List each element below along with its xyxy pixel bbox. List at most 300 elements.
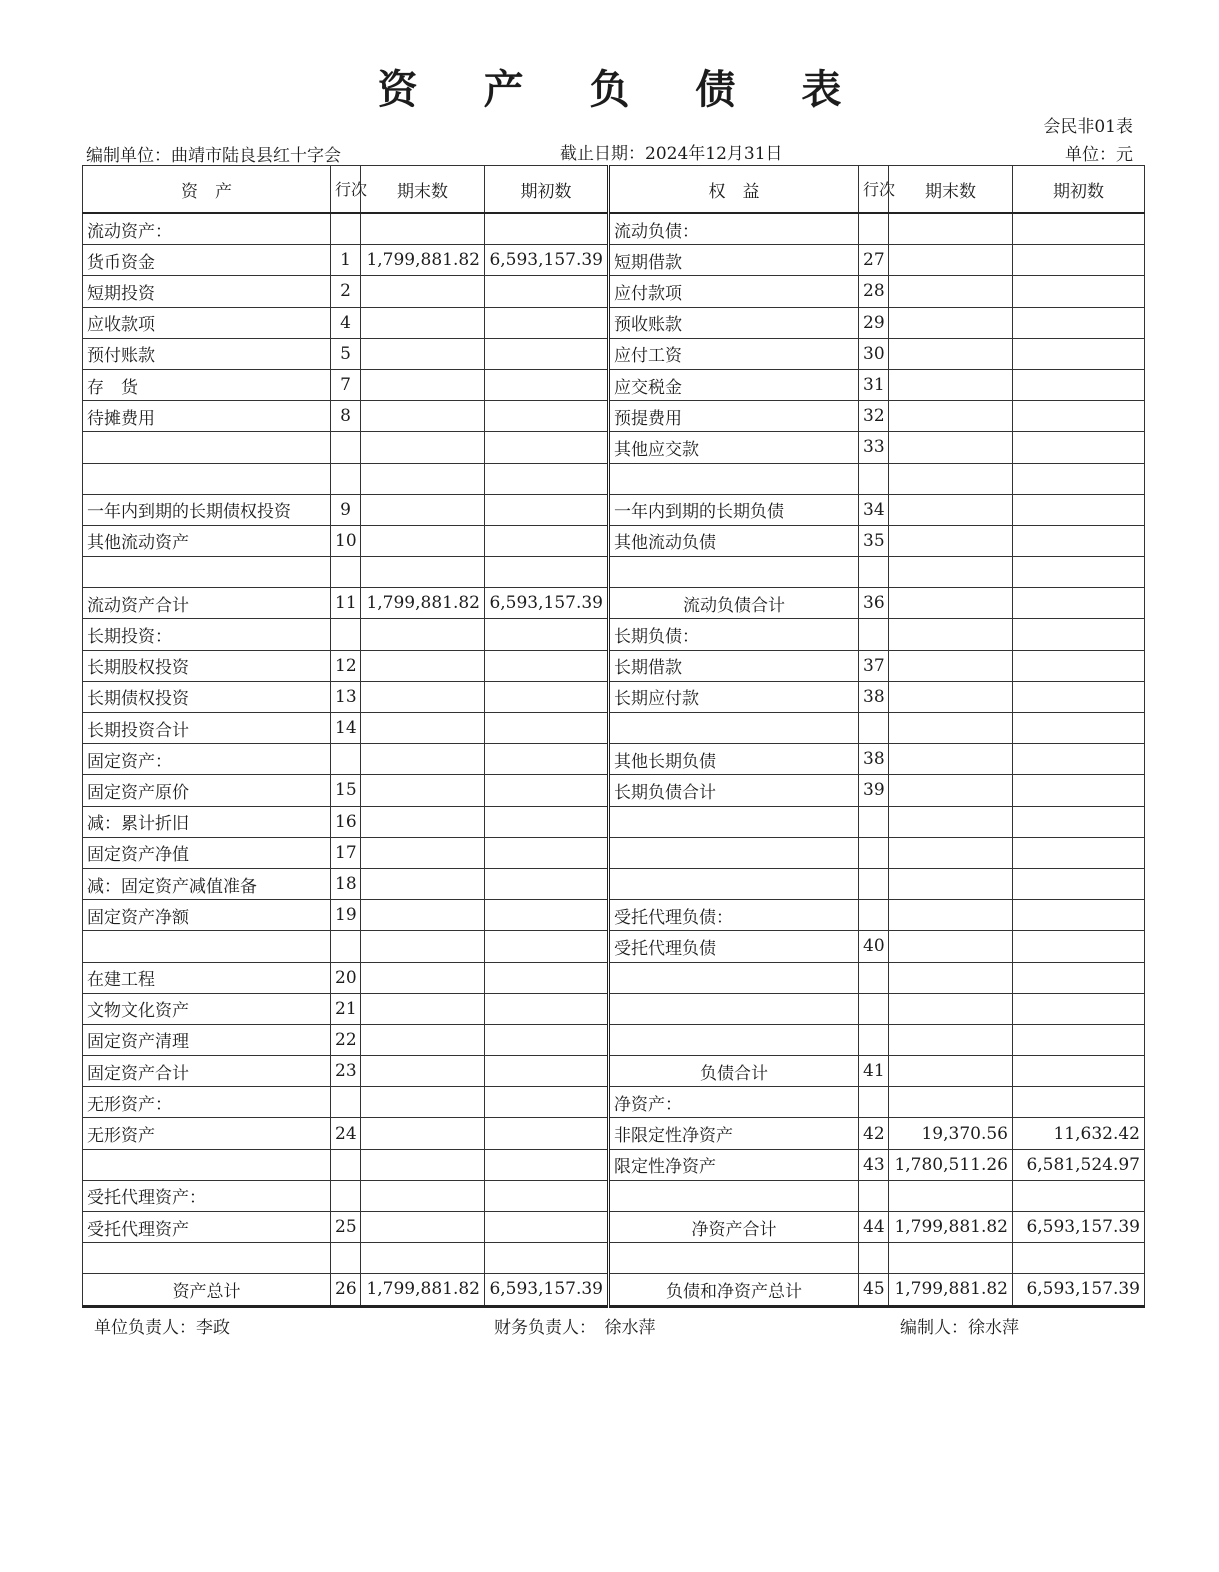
asset-line-no: 1: [331, 245, 361, 276]
equity-line-no: [859, 463, 889, 494]
equity-begin-value: [1013, 681, 1145, 712]
asset-line-no: 8: [331, 401, 361, 432]
equity-begin-value: [1013, 1243, 1145, 1274]
equity-label: 其他流动负债: [609, 525, 859, 556]
header-equity: 权 益: [609, 166, 859, 214]
asset-end-value: [361, 369, 485, 400]
asset-label: 受托代理资产: [83, 1212, 331, 1243]
equity-begin-value: [1013, 650, 1145, 681]
asset-line-no: 9: [331, 494, 361, 525]
asset-line-no: 19: [331, 900, 361, 931]
asset-label: 固定资产净额: [83, 900, 331, 931]
asset-end-value: [361, 557, 485, 588]
equity-begin-value: [1013, 806, 1145, 837]
equity-begin-value: 6,581,524.97: [1013, 1149, 1145, 1180]
asset-end-value: [361, 681, 485, 712]
table-row: [83, 432, 1145, 463]
asset-label: 无形资产：: [83, 1087, 331, 1118]
equity-begin-value: [1013, 307, 1145, 338]
asset-label: 其他流动资产: [83, 525, 331, 556]
asset-begin-value: [485, 307, 609, 338]
asset-begin-value: [485, 463, 609, 494]
equity-end-value: [889, 588, 1013, 619]
equity-end-value: [889, 1087, 1013, 1118]
equity-line-no: [859, 1243, 889, 1274]
table-row: [83, 307, 1145, 338]
equity-begin-value: [1013, 868, 1145, 899]
equity-label: 其他应交款: [609, 432, 859, 463]
equity-line-no: 29: [859, 307, 889, 338]
asset-line-no: 15: [331, 775, 361, 806]
equity-line-no: 42: [859, 1118, 889, 1149]
asset-label: 减：累计折旧: [83, 806, 331, 837]
equity-line-no: 39: [859, 775, 889, 806]
equity-end-value: [889, 1056, 1013, 1087]
equity-begin-value: [1013, 276, 1145, 307]
asset-label: 存 货: [83, 369, 331, 400]
table-row: [83, 557, 1145, 588]
equity-end-value: [889, 931, 1013, 962]
table-row: [83, 713, 1145, 744]
asset-begin-value: 6,593,157.39: [485, 245, 609, 276]
table-row: [83, 900, 1145, 931]
asset-begin-value: [485, 525, 609, 556]
equity-end-value: [889, 1243, 1013, 1274]
asset-end-value: [361, 213, 485, 245]
asset-end-value: [361, 775, 485, 806]
equity-label: [609, 463, 859, 494]
asset-label: [83, 1243, 331, 1274]
equity-begin-value: [1013, 401, 1145, 432]
asset-begin-value: [485, 1056, 609, 1087]
asset-begin-value: [485, 744, 609, 775]
asset-begin-value: [485, 1212, 609, 1243]
asset-line-no: [331, 1243, 361, 1274]
equity-label: 受托代理负债: [609, 931, 859, 962]
equity-label: 应交税金: [609, 369, 859, 400]
asset-end-value: [361, 525, 485, 556]
table-row: [83, 1024, 1145, 1055]
equity-line-no: 38: [859, 681, 889, 712]
header-begin-2: 期初数: [1013, 166, 1145, 214]
asset-line-no: 20: [331, 962, 361, 993]
equity-begin-value: [1013, 213, 1145, 245]
asset-end-value: [361, 713, 485, 744]
equity-end-value: [889, 713, 1013, 744]
equity-begin-value: [1013, 463, 1145, 494]
equity-label: 长期负债合计: [609, 775, 859, 806]
equity-begin-value: [1013, 245, 1145, 276]
asset-line-no: 10: [331, 525, 361, 556]
equity-line-no: [859, 1087, 889, 1118]
asset-begin-value: [485, 713, 609, 744]
asset-end-value: [361, 962, 485, 993]
asset-end-value: [361, 900, 485, 931]
equity-label: [609, 993, 859, 1024]
equity-begin-value: [1013, 775, 1145, 806]
equity-end-value: [889, 806, 1013, 837]
asset-end-value: [361, 432, 485, 463]
table-row: [83, 619, 1145, 650]
table-row: [83, 245, 1145, 276]
asset-end-value: [361, 307, 485, 338]
equity-end-value: [889, 1180, 1013, 1211]
equity-line-no: [859, 619, 889, 650]
footer-preparer: 编制人：徐水萍: [900, 1318, 1019, 1338]
equity-label: [609, 837, 859, 868]
equity-end-value: [889, 276, 1013, 307]
equity-label: 长期借款: [609, 650, 859, 681]
equity-begin-value: [1013, 432, 1145, 463]
equity-begin-value: [1013, 713, 1145, 744]
equity-label: [609, 1180, 859, 1211]
asset-label: 固定资产净值: [83, 837, 331, 868]
equity-line-no: 31: [859, 369, 889, 400]
asset-label: 货币资金: [83, 245, 331, 276]
asset-label: [83, 557, 331, 588]
equity-end-value: [889, 775, 1013, 806]
asset-begin-value: [485, 1180, 609, 1211]
equity-line-no: [859, 962, 889, 993]
asset-label: 长期投资合计: [83, 713, 331, 744]
equity-label: 负债合计: [609, 1056, 859, 1087]
equity-label: [609, 806, 859, 837]
equity-end-value: [889, 401, 1013, 432]
asset-label: [83, 432, 331, 463]
asset-begin-value: [485, 1087, 609, 1118]
equity-label: 限定性净资产: [609, 1149, 859, 1180]
asset-label: 长期债权投资: [83, 681, 331, 712]
equity-begin-value: [1013, 1056, 1145, 1087]
equity-label: 非限定性净资产: [609, 1118, 859, 1149]
asset-line-no: [331, 557, 361, 588]
asset-begin-value: [485, 993, 609, 1024]
equity-label: 负债和净资产总计: [609, 1274, 859, 1306]
equity-end-value: [889, 744, 1013, 775]
asset-end-value: [361, 338, 485, 369]
asset-label: 一年内到期的长期债权投资: [83, 494, 331, 525]
asset-label: 受托代理资产：: [83, 1180, 331, 1211]
cutoff-date: 截止日期：2024年12月31日: [560, 144, 783, 164]
table-row: [83, 1212, 1145, 1243]
equity-end-value: [889, 245, 1013, 276]
table-row: [83, 494, 1145, 525]
asset-end-value: [361, 463, 485, 494]
table-row: [83, 868, 1145, 899]
asset-end-value: [361, 931, 485, 962]
table-row: [83, 369, 1145, 400]
asset-line-no: [331, 744, 361, 775]
asset-line-no: 14: [331, 713, 361, 744]
equity-label: 受托代理负债：: [609, 900, 859, 931]
asset-line-no: [331, 1149, 361, 1180]
equity-end-value: 19,370.56: [889, 1118, 1013, 1149]
asset-label: 无形资产: [83, 1118, 331, 1149]
asset-label: 固定资产：: [83, 744, 331, 775]
table-row: [83, 463, 1145, 494]
asset-line-no: 23: [331, 1056, 361, 1087]
equity-end-value: [889, 1024, 1013, 1055]
equity-label: 一年内到期的长期负债: [609, 494, 859, 525]
asset-label: 文物文化资产: [83, 993, 331, 1024]
equity-line-no: [859, 213, 889, 245]
table-row: [83, 962, 1145, 993]
equity-label: 流动负债合计: [609, 588, 859, 619]
asset-end-value: [361, 993, 485, 1024]
equity-end-value: [889, 432, 1013, 463]
equity-label: 流动负债：: [609, 213, 859, 245]
equity-label: 应付款项: [609, 276, 859, 307]
asset-line-no: 5: [331, 338, 361, 369]
table-row: [83, 993, 1145, 1024]
header-line: 行次: [331, 166, 361, 214]
equity-begin-value: [1013, 1180, 1145, 1211]
equity-label: [609, 557, 859, 588]
asset-line-no: [331, 1180, 361, 1211]
table-row: [83, 1274, 1145, 1306]
equity-end-value: [889, 525, 1013, 556]
equity-line-no: 37: [859, 650, 889, 681]
asset-line-no: 17: [331, 837, 361, 868]
table-row: [83, 775, 1145, 806]
asset-begin-value: [485, 931, 609, 962]
equity-begin-value: 6,593,157.39: [1013, 1274, 1145, 1306]
header-end: 期末数: [361, 166, 485, 214]
equity-begin-value: [1013, 525, 1145, 556]
table-row: [83, 276, 1145, 307]
equity-label: 预提费用: [609, 401, 859, 432]
equity-label: 应付工资: [609, 338, 859, 369]
equity-label: 长期应付款: [609, 681, 859, 712]
asset-label: 固定资产清理: [83, 1024, 331, 1055]
equity-label: [609, 868, 859, 899]
equity-line-no: 35: [859, 525, 889, 556]
asset-end-value: [361, 1212, 485, 1243]
asset-end-value: [361, 837, 485, 868]
equity-line-no: [859, 993, 889, 1024]
equity-line-no: 36: [859, 588, 889, 619]
equity-line-no: 41: [859, 1056, 889, 1087]
table-row: [83, 1118, 1145, 1149]
header-assets: 资 产: [83, 166, 331, 214]
asset-end-value: [361, 1087, 485, 1118]
equity-end-value: [889, 463, 1013, 494]
asset-begin-value: [485, 369, 609, 400]
equity-line-no: [859, 1180, 889, 1211]
asset-label: 长期股权投资: [83, 650, 331, 681]
table-row: [83, 837, 1145, 868]
asset-line-no: [331, 1087, 361, 1118]
equity-line-no: 45: [859, 1274, 889, 1306]
asset-begin-value: [485, 681, 609, 712]
asset-end-value: [361, 744, 485, 775]
page-title: 资 产 负 债 表: [377, 66, 868, 113]
asset-end-value: [361, 806, 485, 837]
equity-label: 净资产：: [609, 1087, 859, 1118]
asset-line-no: 4: [331, 307, 361, 338]
asset-label: 预付账款: [83, 338, 331, 369]
table-row: [83, 1243, 1145, 1274]
asset-begin-value: [485, 837, 609, 868]
asset-begin-value: [485, 557, 609, 588]
equity-label: 预收账款: [609, 307, 859, 338]
asset-line-no: 18: [331, 868, 361, 899]
asset-end-value: [361, 276, 485, 307]
equity-begin-value: [1013, 557, 1145, 588]
asset-line-no: 11: [331, 588, 361, 619]
asset-begin-value: [485, 962, 609, 993]
table-row: [83, 338, 1145, 369]
equity-end-value: [889, 962, 1013, 993]
equity-begin-value: [1013, 900, 1145, 931]
equity-end-value: [889, 681, 1013, 712]
asset-line-no: 12: [331, 650, 361, 681]
table-row: [83, 525, 1145, 556]
asset-label: 在建工程: [83, 962, 331, 993]
equity-line-no: [859, 1024, 889, 1055]
asset-begin-value: [485, 338, 609, 369]
balance-sheet-table: [82, 165, 1145, 1308]
header-line-2: 行次: [859, 166, 889, 214]
table-row: [83, 806, 1145, 837]
asset-begin-value: [485, 775, 609, 806]
asset-begin-value: [485, 900, 609, 931]
equity-end-value: [889, 307, 1013, 338]
equity-end-value: [889, 213, 1013, 245]
equity-line-no: 30: [859, 338, 889, 369]
equity-line-no: 28: [859, 276, 889, 307]
unit-label: 单位：元: [1065, 145, 1133, 165]
equity-begin-value: [1013, 931, 1145, 962]
asset-begin-value: [485, 1243, 609, 1274]
equity-line-no: [859, 837, 889, 868]
asset-line-no: 16: [331, 806, 361, 837]
equity-label: 长期负债：: [609, 619, 859, 650]
header-end-2: 期末数: [889, 166, 1013, 214]
asset-label: [83, 1149, 331, 1180]
equity-label: [609, 1024, 859, 1055]
asset-label: 流动资产：: [83, 213, 331, 245]
equity-label: [609, 962, 859, 993]
table-row: [83, 744, 1145, 775]
table-row: [83, 401, 1145, 432]
asset-line-no: [331, 213, 361, 245]
equity-end-value: [889, 993, 1013, 1024]
asset-begin-value: 6,593,157.39: [485, 1274, 609, 1306]
equity-end-value: [889, 619, 1013, 650]
table-header-row: [83, 166, 1145, 214]
table-row: [83, 1087, 1145, 1118]
asset-begin-value: [485, 1024, 609, 1055]
header-begin: 期初数: [485, 166, 609, 214]
asset-end-value: [361, 1243, 485, 1274]
equity-begin-value: 6,593,157.39: [1013, 1212, 1145, 1243]
asset-label: 待摊费用: [83, 401, 331, 432]
table-row: [83, 1180, 1145, 1211]
table-row: [83, 931, 1145, 962]
asset-begin-value: [485, 806, 609, 837]
asset-begin-value: [485, 432, 609, 463]
equity-line-no: 38: [859, 744, 889, 775]
asset-label: 短期投资: [83, 276, 331, 307]
equity-end-value: [889, 557, 1013, 588]
asset-end-value: 1,799,881.82: [361, 245, 485, 276]
table-row: [83, 588, 1145, 619]
asset-line-no: 26: [331, 1274, 361, 1306]
equity-end-value: [889, 338, 1013, 369]
equity-line-no: 40: [859, 931, 889, 962]
asset-end-value: [361, 401, 485, 432]
asset-line-no: 21: [331, 993, 361, 1024]
asset-end-value: [361, 1149, 485, 1180]
asset-line-no: 22: [331, 1024, 361, 1055]
table-row: [83, 650, 1145, 681]
asset-label: [83, 931, 331, 962]
equity-end-value: [889, 650, 1013, 681]
asset-begin-value: [485, 650, 609, 681]
asset-end-value: [361, 1024, 485, 1055]
equity-line-no: [859, 868, 889, 899]
equity-end-value: [889, 494, 1013, 525]
table-row: [83, 1149, 1145, 1180]
table-row: [83, 213, 1145, 245]
equity-label: 其他长期负债: [609, 744, 859, 775]
equity-begin-value: [1013, 619, 1145, 650]
equity-line-no: 27: [859, 245, 889, 276]
asset-begin-value: [485, 401, 609, 432]
asset-line-no: 13: [331, 681, 361, 712]
equity-begin-value: [1013, 744, 1145, 775]
asset-line-no: [331, 619, 361, 650]
equity-end-value: [889, 369, 1013, 400]
asset-end-value: 1,799,881.82: [361, 1274, 485, 1306]
equity-line-no: [859, 900, 889, 931]
org-label: 编制单位：曲靖市陆良县红十字会: [86, 146, 341, 166]
equity-label: 净资产合计: [609, 1212, 859, 1243]
asset-line-no: [331, 432, 361, 463]
table-row: [83, 1056, 1145, 1087]
equity-line-no: [859, 557, 889, 588]
asset-label: 减：固定资产减值准备: [83, 868, 331, 899]
equity-line-no: 32: [859, 401, 889, 432]
equity-line-no: 34: [859, 494, 889, 525]
asset-begin-value: [485, 494, 609, 525]
asset-line-no: 24: [331, 1118, 361, 1149]
equity-begin-value: [1013, 1024, 1145, 1055]
footer-head: 单位负责人：李政: [94, 1318, 230, 1338]
asset-line-no: [331, 931, 361, 962]
equity-label: [609, 713, 859, 744]
equity-end-value: 1,780,511.26: [889, 1149, 1013, 1180]
equity-end-value: [889, 837, 1013, 868]
asset-label: [83, 463, 331, 494]
equity-begin-value: 11,632.42: [1013, 1118, 1145, 1149]
equity-line-no: [859, 806, 889, 837]
equity-line-no: 43: [859, 1149, 889, 1180]
asset-begin-value: [485, 1149, 609, 1180]
asset-label: 流动资产合计: [83, 588, 331, 619]
asset-begin-value: [485, 868, 609, 899]
equity-begin-value: [1013, 369, 1145, 400]
equity-line-no: 44: [859, 1212, 889, 1243]
asset-line-no: [331, 463, 361, 494]
asset-begin-value: [485, 1118, 609, 1149]
equity-begin-value: [1013, 837, 1145, 868]
equity-begin-value: [1013, 588, 1145, 619]
asset-label: 固定资产原价: [83, 775, 331, 806]
asset-label: 长期投资：: [83, 619, 331, 650]
asset-label: 应收款项: [83, 307, 331, 338]
